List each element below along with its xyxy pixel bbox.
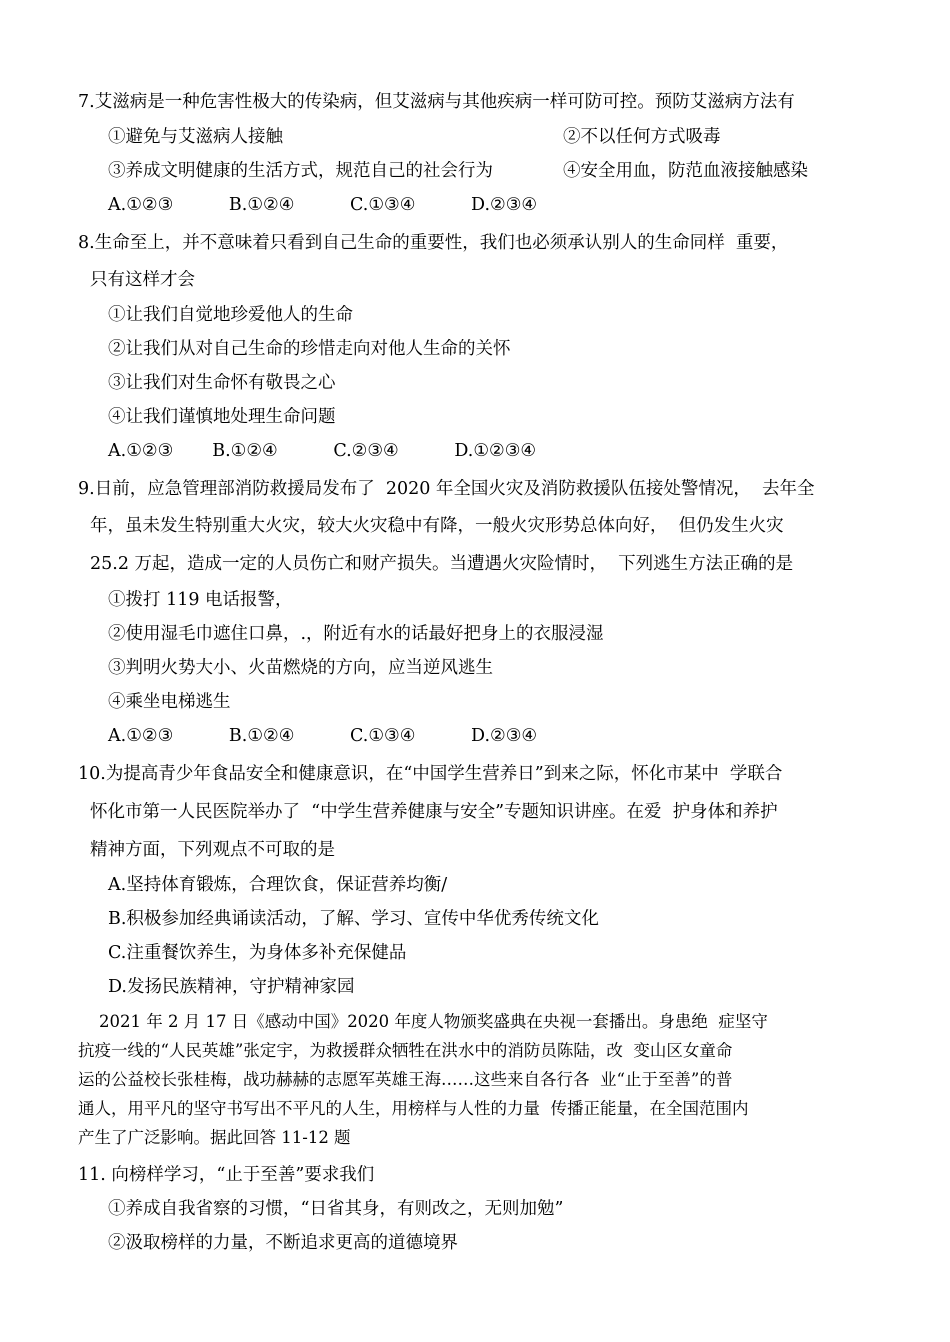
q8-option-2: ②让我们从对自己生命的珍惜走向对他人生命的关怀 (108, 339, 511, 359)
q9-option-2: ②使用湿毛巾遮住口鼻，.，附近有水的话最好把身上的衣服浸湿 (108, 624, 604, 644)
passage-line-4: 通人，用平凡的坚守书写出不平凡的人生，用榜样与人性的力量 传播正能量，在全国范围内 (78, 1099, 749, 1118)
q8-stem-line-2: 只有这样才会 (90, 270, 195, 290)
q7-option-3: ③养成文明健康的生活方式，规范自己的社会行为 (108, 161, 493, 181)
q7-option-2: ②不以任何方式吸毒 (563, 127, 721, 147)
q9-stem-line-2: 年，虽未发生特别重大火灾，较大火灾稳中有降，一般火灾形势总体向好， 但仍发生火灾 (90, 516, 784, 536)
q8-option-1: ①让我们自觉地珍爱他人的生命 (108, 305, 353, 325)
q11-option-2: ②汲取榜样的力量，不断追求更高的道德境界 (108, 1233, 458, 1253)
q7-stem: 7.艾滋病是一种危害性极大的传染病，但艾滋病与其他疾病一样可防可控。预防艾滋病方法有 (78, 92, 795, 112)
q8-option-3: ③让我们对生命怀有敬畏之心 (108, 373, 336, 393)
q10-stem-line-2: 怀化市第一人民医院举办了 “中学生营养健康与安全”专题知识讲座。在爱 护身体和养护 (90, 802, 778, 822)
q7-option-1: ①避免与艾滋病人接触 (108, 127, 283, 147)
q9-option-3: ③判明火势大小、火苗燃烧的方向，应当逆风逃生 (108, 658, 493, 678)
q10-option-c: C.注重餐饮养生，为身体多补充保健品 (108, 943, 407, 963)
q11-option-1: ①养成自我省察的习惯，“日省其身，有则改之，无则加勉” (108, 1199, 564, 1219)
q9-option-1: ①拨打 119 电话报警， (108, 590, 293, 610)
q10-stem-line-3: 精神方面，下列观点不可取的是 (90, 840, 335, 860)
q9-stem-line-1: 9.日前，应急管理部消防救援局发布了 2020 年全国火灾及消防救援队伍接处警情况， 去年全 (78, 479, 815, 499)
q7-answers: A.①②③ B.①②④ C.①③④ D.②③④ (108, 195, 538, 215)
q7-option-4: ④安全用血，防范血液接触感染 (563, 161, 808, 181)
passage-line-2: 抗疫一线的“人民英雄”张定宇，为救援群众牺牲在洪水中的消防员陈陆，改 变山区女童命 (78, 1041, 733, 1060)
q10-stem-line-1: 10.为提高青少年食品安全和健康意识，在“中国学生营养日”到来之际，怀化市某中 学联合 (78, 764, 783, 784)
q10-option-b: B.积极参加经典诵读活动，了解、学习、宣传中华优秀传统文化 (108, 909, 599, 929)
q9-answers: A.①②③ B.①②④ C.①③④ D.②③④ (108, 726, 538, 746)
q9-stem-line-3: 25.2 万起，造成一定的人员伤亡和财产损失。当遭遇火灾险情时， 下列逃生方法正确的是 (90, 554, 794, 574)
q8-option-4: ④让我们谨慎地处理生命问题 (108, 407, 336, 427)
q8-stem-line-1: 8.生命至上，并不意味着只看到自己生命的重要性，我们也必须承认别人的生命同样 重要， (78, 233, 789, 253)
passage-line-1: 2021 年 2 月 17 日《感动中国》2020 年度人物颁奖盛典在央视一套播出。身患绝 症坚守 (78, 1012, 768, 1031)
q8-answers: A.①②③ B.①②④ C.②③④ D.①②③④ (108, 441, 537, 461)
q9-option-4: ④乘坐电梯逃生 (108, 692, 231, 712)
q10-option-a: A.坚持体育锻炼，合理饮食，保证营养均衡/ (108, 875, 448, 895)
q11-stem: 11. 向榜样学习，“止于至善”要求我们 (78, 1165, 375, 1185)
q10-option-d: D.发扬民族精神，守护精神家园 (108, 977, 355, 997)
passage-line-3: 运的公益校长张桂梅，战功赫赫的志愿军英雄王海……这些来自各行各 业“止于至善”的普 (78, 1070, 733, 1089)
passage-line-5: 产生了广泛影响。据此回答 11-12 题 (78, 1128, 351, 1147)
